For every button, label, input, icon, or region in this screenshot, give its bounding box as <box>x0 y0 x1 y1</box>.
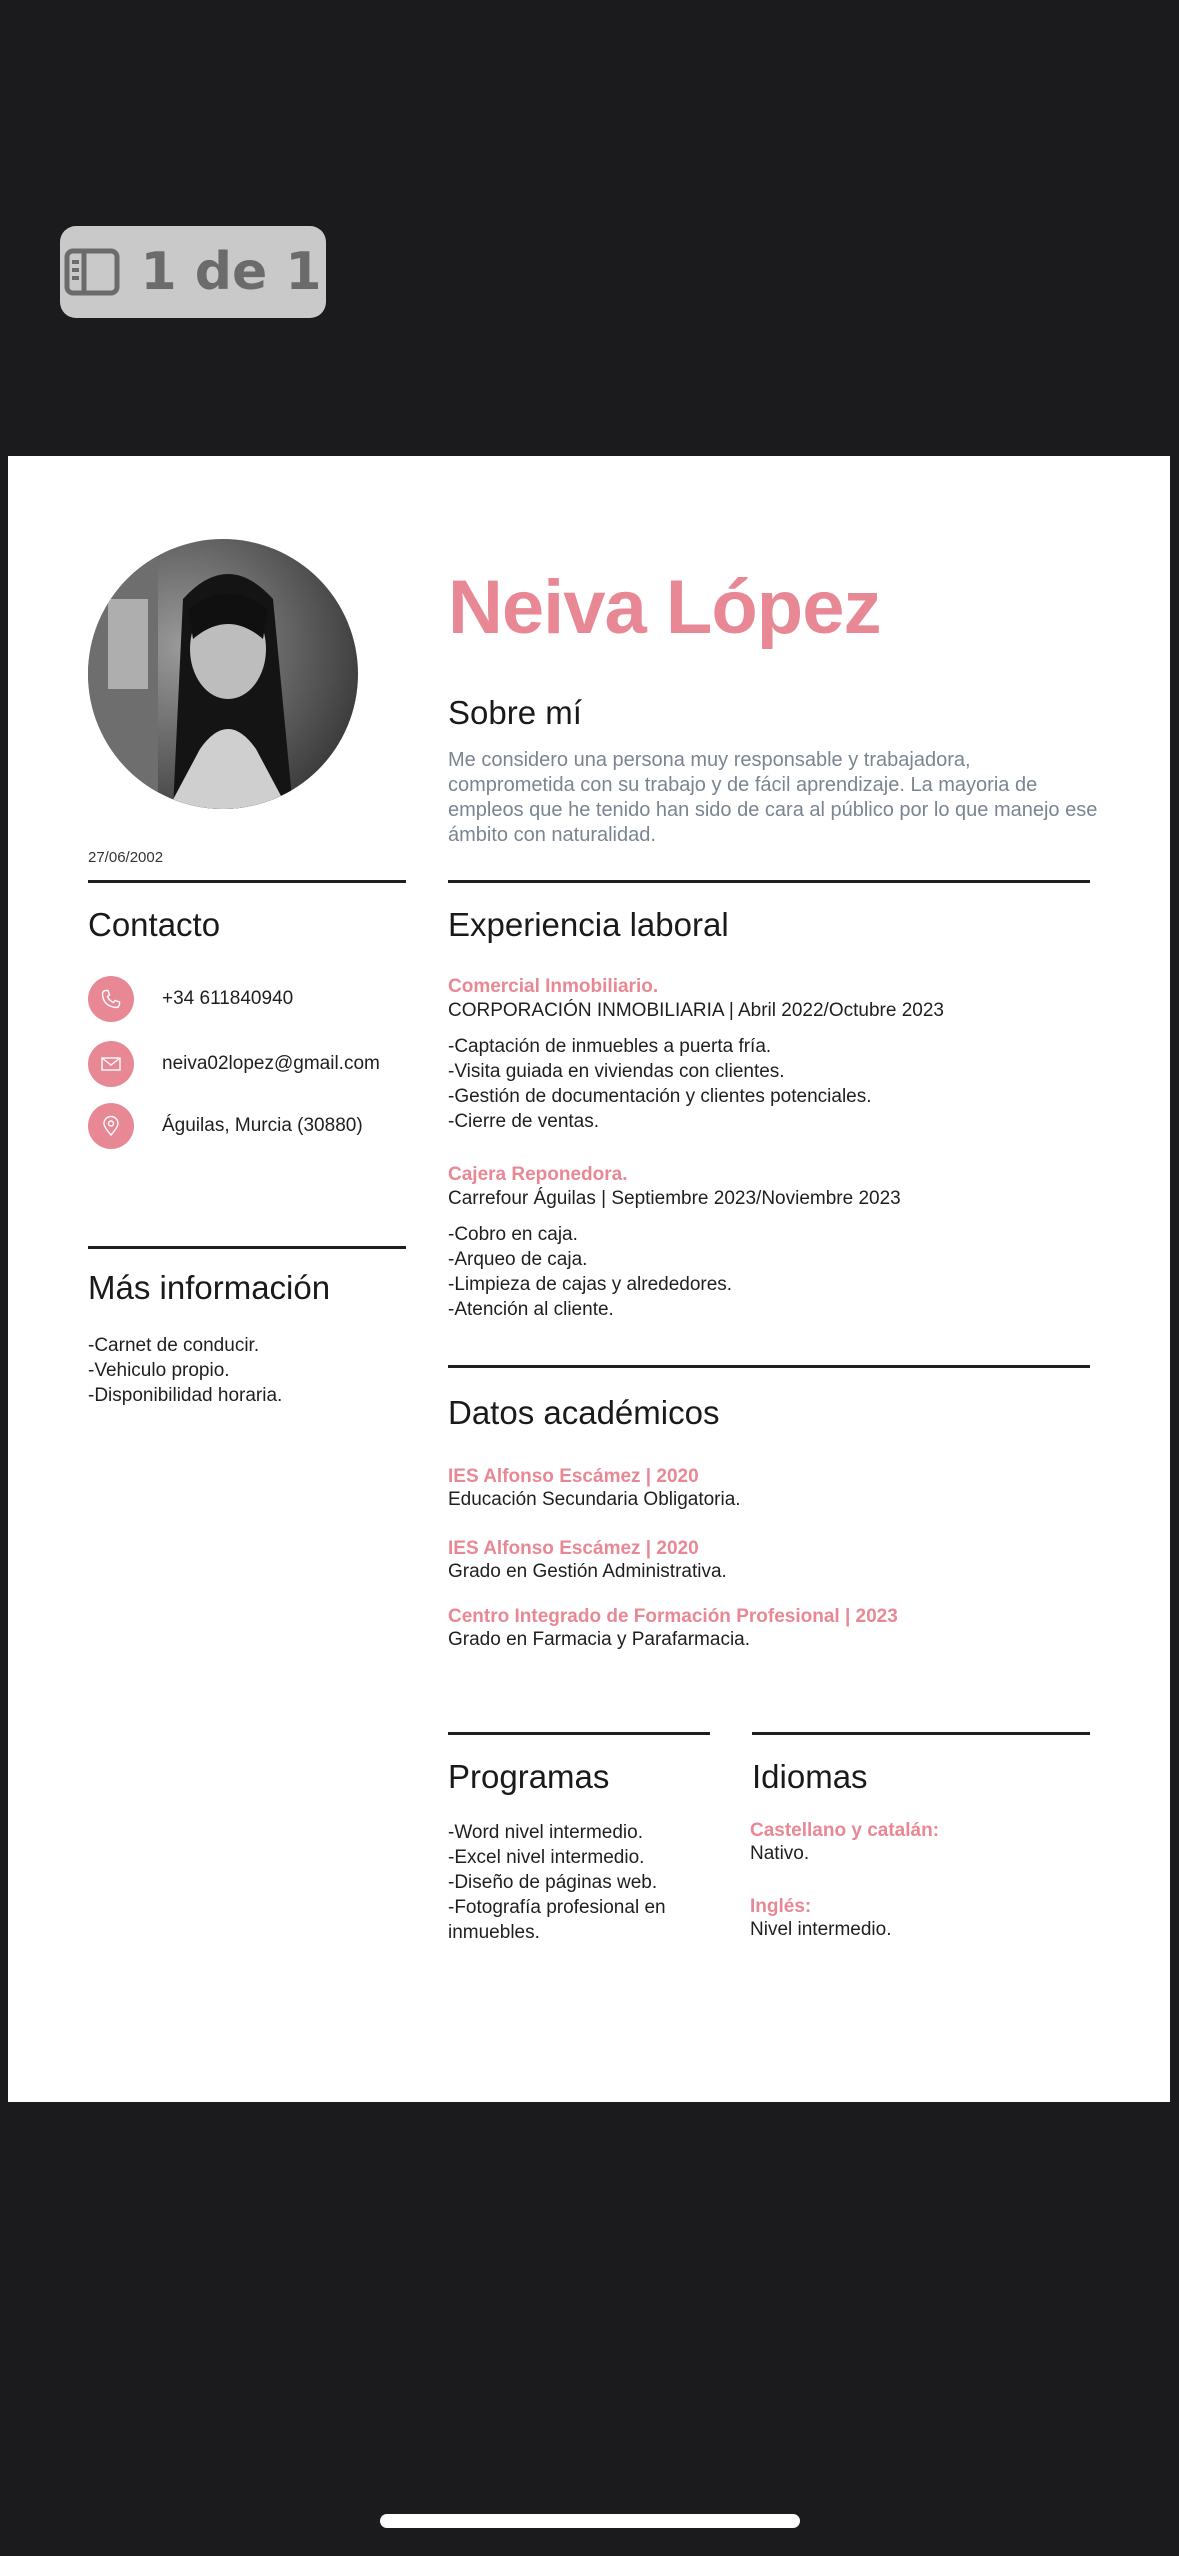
job-company: Carrefour Águilas | Septiembre 2023/Noviembre 2023 <box>448 1188 901 1209</box>
divider <box>448 1732 710 1735</box>
language-level: Nivel intermedio. <box>750 1919 892 1940</box>
location-pin-icon <box>88 1103 134 1149</box>
more-info-list <box>88 1333 282 1408</box>
about-text: Me considero una persona muy responsable y trabajadora, comprometida con su trabajo y de fácil aprendizaje. La mayoria de empleos que he tenido han sido de cara al público por lo que manejo ese ámbito con naturalidad. <box>448 749 1098 846</box>
job-role: Cajera Reponedora. <box>448 1164 628 1185</box>
profile-photo <box>88 539 358 809</box>
job-role: Comercial Inmobiliario. <box>448 976 659 997</box>
contact-title: Contacto <box>88 906 221 943</box>
list-item: -Visita guiada en viviendas con clientes. <box>448 1061 785 1082</box>
programs-list <box>448 1820 666 1945</box>
divider <box>448 880 1090 883</box>
list-item: -Atención al cliente. <box>448 1299 614 1320</box>
list-item: -Captación de inmuebles a puerta fría. <box>448 1036 772 1057</box>
page-indicator-label: 1 de 1 <box>140 242 322 302</box>
list-item: -Excel nivel intermedio. <box>448 1847 645 1868</box>
list-item: -Gestión de documentación y clientes potenciales. <box>448 1086 872 1107</box>
education-school: IES Alfonso Escámez | 2020 <box>448 1538 699 1559</box>
languages-title: Idiomas <box>752 1758 868 1795</box>
education-degree: Grado en Farmacia y Parafarmacia. <box>448 1629 751 1650</box>
list-item: -Disponibilidad horaria. <box>88 1385 283 1406</box>
education-degree: Grado en Gestión Administrativa. <box>448 1561 727 1582</box>
language-level: Nativo. <box>750 1843 810 1864</box>
divider <box>88 880 406 883</box>
contact-email <box>88 1041 380 1087</box>
candidate-name: Neiva López <box>448 565 881 650</box>
job-tasks <box>448 1034 872 1134</box>
more-info-title: Más información <box>88 1269 331 1306</box>
list-item: -Diseño de páginas web. <box>448 1872 658 1893</box>
divider <box>752 1732 1090 1735</box>
contact-phone <box>88 976 293 1022</box>
education-school: IES Alfonso Escámez | 2020 <box>448 1466 699 1487</box>
divider <box>88 1246 406 1249</box>
list-item: -Arqueo de caja. <box>448 1249 588 1270</box>
list-item: -Limpieza de cajas y alrededores. <box>448 1274 733 1295</box>
language-name: Castellano y catalán: <box>750 1820 940 1841</box>
job-tasks <box>448 1222 732 1322</box>
home-indicator[interactable] <box>380 2514 800 2528</box>
list-item: -Cobro en caja. <box>448 1224 578 1245</box>
contact-location <box>88 1103 363 1149</box>
location: Águilas, Murcia (30880) <box>162 1115 363 1136</box>
language-name: Inglés: <box>750 1896 812 1917</box>
list-item: -Fotografía profesional en <box>448 1897 666 1918</box>
programs-title: Programas <box>448 1758 610 1795</box>
cv-document <box>8 456 1170 2102</box>
list-item: inmuebles. <box>448 1922 540 1943</box>
education-degree: Educación Secundaria Obligatoria. <box>448 1489 741 1510</box>
page-indicator[interactable] <box>60 226 326 318</box>
about-title: Sobre mí <box>448 694 582 731</box>
phone-icon <box>88 976 134 1022</box>
education-title: Datos académicos <box>448 1394 720 1431</box>
experience-title: Experiencia laboral <box>448 906 729 943</box>
sidebar-icon <box>64 248 120 296</box>
divider <box>448 1365 1090 1368</box>
list-item: -Vehiculo propio. <box>88 1360 230 1381</box>
job-company: CORPORACIÓN INMOBILIARIA | Abril 2022/Octubre 2023 <box>448 1000 944 1021</box>
list-item: -Word nivel intermedio. <box>448 1822 644 1843</box>
email-address: neiva02lopez@gmail.com <box>162 1053 380 1074</box>
list-item: -Carnet de conducir. <box>88 1335 260 1356</box>
birth-date: 27/06/2002 <box>88 849 164 866</box>
mail-icon <box>88 1041 134 1087</box>
phone-number: +34 611840940 <box>162 988 294 1009</box>
education-school: Centro Integrado de Formación Profesional | 2023 <box>448 1606 898 1627</box>
list-item: -Cierre de ventas. <box>448 1111 600 1132</box>
